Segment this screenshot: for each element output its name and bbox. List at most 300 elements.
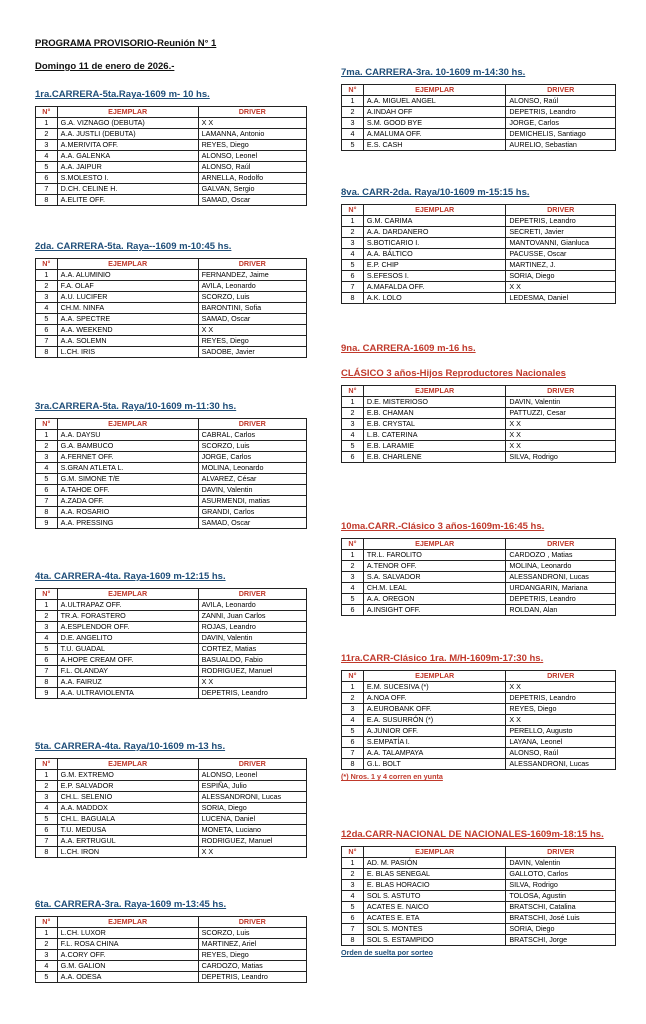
entry-horse: E.B. CHAMAN — [363, 408, 505, 419]
table-row — [342, 282, 616, 293]
entry-horse: A.U. LUCIFER — [57, 292, 198, 303]
entry-number: 5 — [36, 972, 58, 983]
entry-number: 7 — [36, 666, 58, 677]
race-block — [341, 652, 616, 781]
entry-horse: D.CH. CELINE H. — [57, 184, 198, 195]
entry-horse: A.A. GALENKA — [57, 151, 198, 162]
entry-number: 4 — [36, 151, 58, 162]
race-title: 6ta. CARRERA-3ra. Raya-1609 m-13:45 hs. — [35, 899, 227, 910]
race-block — [341, 828, 616, 957]
table-row — [36, 430, 307, 441]
entry-horse: A.A. FAIRUZ — [57, 677, 198, 688]
table-row — [36, 303, 307, 314]
entry-horse: A.A. ROSARIO — [57, 507, 198, 518]
race-table — [35, 258, 307, 358]
entry-driver: ALESSANDRONI, Lucas — [506, 572, 616, 583]
entry-horse: A.EUROBANK OFF. — [363, 704, 505, 715]
table-row — [342, 227, 616, 238]
entry-horse: E.A. SUSURRÓN (*) — [363, 715, 505, 726]
table-header-row — [36, 759, 307, 770]
entry-horse: A.A. MIGUEL ANGEL — [363, 96, 505, 107]
table-row — [36, 118, 307, 129]
table-row — [342, 935, 616, 946]
entry-driver: ALONSO, Leonel — [198, 770, 306, 781]
table-row — [342, 271, 616, 282]
entry-number: 4 — [36, 961, 58, 972]
table-row — [36, 474, 307, 485]
race-table — [341, 538, 616, 616]
entry-horse: A.JUNIOR OFF. — [363, 726, 505, 737]
entry-driver: AURELIO, Sebastian — [506, 140, 616, 151]
table-row — [36, 847, 307, 858]
entry-number: 5 — [36, 162, 58, 173]
entry-horse: E. BLAS SENEGAL — [363, 869, 505, 880]
entry-driver: BARONTINI, Sofia — [198, 303, 306, 314]
table-row — [342, 561, 616, 572]
table-header-row — [342, 539, 616, 550]
entry-driver: MONETA, Luciano — [198, 825, 306, 836]
entry-horse: AD. M. PASIÓN — [363, 858, 505, 869]
entry-number: 3 — [36, 792, 58, 803]
table-row — [342, 249, 616, 260]
entry-driver: ALONSO, Raúl — [198, 162, 306, 173]
race-block — [35, 740, 307, 858]
table-row — [342, 583, 616, 594]
table-row — [36, 518, 307, 529]
table-row — [36, 950, 307, 961]
table-header-row — [342, 85, 616, 96]
table-row — [36, 129, 307, 140]
entry-driver: DEPETRIS, Leandro — [506, 107, 616, 118]
table-row — [342, 238, 616, 249]
race-title: 4ta. CARRERA-4ta. Raya-1609 m-12:15 hs. — [35, 571, 226, 582]
entry-driver: SAMAD, Oscar — [198, 195, 306, 206]
table-row — [342, 858, 616, 869]
entry-driver: LUCENA, Daniel — [198, 814, 306, 825]
table-row — [36, 292, 307, 303]
entry-number: 1 — [36, 600, 58, 611]
table-row — [342, 693, 616, 704]
left-column — [35, 38, 307, 981]
entry-driver: GRANDI, Carlos — [198, 507, 306, 518]
table-row — [342, 107, 616, 118]
table-row — [36, 336, 307, 347]
entry-driver: ASURMENDI, matias — [198, 496, 306, 507]
header-ejemplar: EJEMPLAR — [57, 917, 198, 928]
entry-driver: SILVA, Rodrigo — [506, 452, 616, 463]
entry-number: 5 — [342, 902, 364, 913]
entry-horse: L.CH. IRON — [57, 847, 198, 858]
entry-driver: ALONSO, Raúl — [506, 96, 616, 107]
entry-number: 2 — [342, 227, 364, 238]
header-driver: DRIVER — [198, 589, 306, 600]
entry-horse: A.HOPE CREAM OFF. — [57, 655, 198, 666]
entry-horse: A.INDAH OFF — [363, 107, 505, 118]
table-row — [36, 507, 307, 518]
race-table — [341, 846, 616, 946]
race-block — [341, 186, 616, 304]
table-row — [36, 485, 307, 496]
race-title: 12da.CARR-NACIONAL DE NACIONALES-1609m-18:15 hs. — [341, 829, 604, 840]
entry-driver: SORIA, Diego — [198, 803, 306, 814]
entry-driver: X X — [506, 715, 616, 726]
entry-number: 4 — [36, 633, 58, 644]
entry-number: 1 — [36, 928, 58, 939]
table-row — [36, 611, 307, 622]
entry-number: 8 — [342, 759, 364, 770]
entry-driver: SADOBE, Javier — [198, 347, 306, 358]
table-row — [36, 184, 307, 195]
entry-driver: REYES, Diego — [198, 140, 306, 151]
entry-driver: RODRIGUEZ, Manuel — [198, 836, 306, 847]
table-header-row — [36, 917, 307, 928]
entry-number: 2 — [36, 939, 58, 950]
entry-number: 2 — [342, 869, 364, 880]
table-row — [342, 118, 616, 129]
entry-number: 2 — [36, 441, 58, 452]
entry-number: 8 — [36, 195, 58, 206]
table-row — [342, 140, 616, 151]
entry-number: 4 — [342, 583, 364, 594]
race-title: 9na. CARRERA-1609 m-16 hs. — [341, 343, 476, 354]
entry-driver: DAVIN, Valentin — [198, 633, 306, 644]
entry-horse: A.A. JUSTLI (DEBUTA) — [57, 129, 198, 140]
entry-horse: G.M. GALION — [57, 961, 198, 972]
entry-number: 1 — [36, 118, 58, 129]
entry-driver: ROJAS, Leandro — [198, 622, 306, 633]
table-row — [36, 825, 307, 836]
entry-number: 6 — [36, 485, 58, 496]
entry-number: 5 — [342, 594, 364, 605]
race-block — [35, 400, 307, 529]
table-row — [36, 195, 307, 206]
table-row — [342, 96, 616, 107]
entry-driver: X X — [198, 677, 306, 688]
entry-horse: E.B. CRYSTAL — [363, 419, 505, 430]
entry-number: 3 — [342, 118, 364, 129]
entry-number: 2 — [36, 281, 58, 292]
entry-horse: A.CORY OFF. — [57, 950, 198, 961]
header-driver: DRIVER — [198, 259, 306, 270]
entry-horse: G.M. SIMONE T/E — [57, 474, 198, 485]
entry-driver: CABRAL, Carlos — [198, 430, 306, 441]
header-ejemplar: EJEMPLAR — [363, 539, 505, 550]
table-row — [36, 836, 307, 847]
header-driver: DRIVER — [198, 759, 306, 770]
race-table — [35, 418, 307, 529]
entry-driver: GALVAN, Sergio — [198, 184, 306, 195]
entry-horse: A.A. JAIPUR — [57, 162, 198, 173]
table-row — [342, 550, 616, 561]
entry-number: 2 — [36, 611, 58, 622]
entry-driver: ZANNI, Juan Carlos — [198, 611, 306, 622]
entry-driver: DAVIN, Valentin — [198, 485, 306, 496]
table-row — [342, 715, 616, 726]
entry-horse: G.M. CARIMA — [363, 216, 505, 227]
entry-horse: E.S. CASH — [363, 140, 505, 151]
entry-driver: PATTUZZI, Cesar — [506, 408, 616, 419]
table-row — [36, 972, 307, 983]
entry-number: 2 — [342, 107, 364, 118]
entry-driver: X X — [506, 419, 616, 430]
entry-driver: MARTINEZ, Ariel — [198, 939, 306, 950]
race-block — [35, 898, 307, 983]
race-block — [341, 66, 616, 151]
entry-horse: A.A. DAYSU — [57, 430, 198, 441]
race-table — [35, 588, 307, 699]
entry-driver: LAYANA, Leonel — [506, 737, 616, 748]
entry-number: 2 — [342, 693, 364, 704]
entry-horse: G.A. VIZNAGO (DEBUTA) — [57, 118, 198, 129]
entry-number: 4 — [342, 891, 364, 902]
entry-number: 7 — [36, 184, 58, 195]
table-row — [36, 928, 307, 939]
header-ejemplar: EJEMPLAR — [363, 205, 505, 216]
header-ejemplar: EJEMPLAR — [57, 107, 198, 118]
entry-number: 1 — [36, 270, 58, 281]
table-header-row — [342, 847, 616, 858]
entry-number: 1 — [342, 96, 364, 107]
entry-driver: CARDOZO , Matias — [506, 550, 616, 561]
entry-driver: MARTINEZ, J. — [506, 260, 616, 271]
table-row — [36, 281, 307, 292]
header-number: N° — [342, 85, 364, 96]
entry-horse: A.A. MADDOX — [57, 803, 198, 814]
table-row — [342, 902, 616, 913]
entry-number: 8 — [36, 507, 58, 518]
table-row — [342, 260, 616, 271]
entry-horse: SOL S. MONTES — [363, 924, 505, 935]
entry-horse: A.MAFALDA OFF. — [363, 282, 505, 293]
entry-number: 3 — [342, 572, 364, 583]
entry-driver: ALESSANDRONI, Lucas — [506, 759, 616, 770]
entry-horse: TR.L. FAROLITO — [363, 550, 505, 561]
entry-horse: D.E. ANGELITO — [57, 633, 198, 644]
entry-driver: PACUSSE, Oscar — [506, 249, 616, 260]
entry-number: 7 — [36, 496, 58, 507]
header-number: N° — [342, 671, 364, 682]
entry-number: 2 — [342, 408, 364, 419]
entry-driver: LEDESMA, Daniel — [506, 293, 616, 304]
entry-number: 1 — [342, 550, 364, 561]
entry-number: 6 — [342, 737, 364, 748]
entry-driver: DEPETRIS, Leandro — [506, 594, 616, 605]
entry-driver: X X — [506, 282, 616, 293]
table-row — [36, 677, 307, 688]
entry-number: 1 — [342, 682, 364, 693]
entry-horse: SOL S. ESTAMPIDO — [363, 935, 505, 946]
entry-horse: A.A. DARDANERO — [363, 227, 505, 238]
table-row — [342, 726, 616, 737]
header-ejemplar: EJEMPLAR — [57, 759, 198, 770]
table-row — [342, 924, 616, 935]
entry-driver: BRATSCHI, Catalina — [506, 902, 616, 913]
entry-horse: A.A. WEEKEND — [57, 325, 198, 336]
program-title: PROGRAMA PROVISORIO-Reunión N° 1 — [35, 38, 217, 49]
entry-number: 5 — [342, 140, 364, 151]
table-row — [36, 655, 307, 666]
entry-driver: RODRIGUEZ, Manuel — [198, 666, 306, 677]
race-title: 2da. CARRERA-5ta. Raya--1609 m-10:45 hs. — [35, 241, 232, 252]
entry-driver: BRATSCHI, Jorge — [506, 935, 616, 946]
table-row — [342, 397, 616, 408]
entry-driver: MANTOVANNI, Gianluca — [506, 238, 616, 249]
entry-number: 5 — [36, 644, 58, 655]
race-title: 3ra.CARRERA-5ta. Raya/10-1609 m-11:30 hs. — [35, 401, 237, 412]
entry-horse: S.GRAN ATLETA L. — [57, 463, 198, 474]
entry-horse: S.MOLESTO I. — [57, 173, 198, 184]
table-row — [36, 600, 307, 611]
entry-number: 2 — [36, 129, 58, 140]
table-row — [342, 869, 616, 880]
entry-number: 3 — [342, 238, 364, 249]
header-number: N° — [342, 539, 364, 550]
entry-number: 5 — [36, 314, 58, 325]
entry-number: 1 — [342, 858, 364, 869]
table-header-row — [36, 107, 307, 118]
race-title: 5ta. CARRERA-4ta. Raya/10-1609 m-13 hs. — [35, 741, 226, 752]
entry-horse: G.A. BAMBUCO — [57, 441, 198, 452]
entry-driver: DEPETRIS, Leandro — [506, 216, 616, 227]
entry-horse: A.A. ALUMINIO — [57, 270, 198, 281]
entry-number: 3 — [36, 292, 58, 303]
entry-horse: A.MERIVITA OFF. — [57, 140, 198, 151]
entry-number: 7 — [342, 924, 364, 935]
header-number: N° — [342, 205, 364, 216]
entry-number: 7 — [342, 748, 364, 759]
entry-number: 3 — [342, 704, 364, 715]
table-header-row — [342, 205, 616, 216]
entry-driver: ALVAREZ, César — [198, 474, 306, 485]
table-row — [342, 748, 616, 759]
header-ejemplar: EJEMPLAR — [363, 85, 505, 96]
entry-horse: A.NOA OFF. — [363, 693, 505, 704]
race-table — [341, 670, 616, 770]
entry-driver: X X — [198, 118, 306, 129]
table-row — [342, 682, 616, 693]
entry-driver: ALESSANDRONI, Lucas — [198, 792, 306, 803]
header-number: N° — [36, 759, 58, 770]
entry-driver: REYES, Diego — [506, 704, 616, 715]
entry-driver: TOLOSA, Agustin — [506, 891, 616, 902]
entry-driver: DAVIN, Valentin — [506, 858, 616, 869]
entry-number: 4 — [342, 430, 364, 441]
table-row — [36, 347, 307, 358]
entry-horse: A.A. BÁLTICO — [363, 249, 505, 260]
entry-driver: ALONSO, Leonel — [198, 151, 306, 162]
entry-horse: A.FERNET OFF. — [57, 452, 198, 463]
entry-driver: X X — [506, 441, 616, 452]
header-number: N° — [342, 386, 364, 397]
entry-horse: A.A. PRESSING — [57, 518, 198, 529]
entry-driver: JORGE, Carlos — [506, 118, 616, 129]
entry-driver: CORTEZ, Matias — [198, 644, 306, 655]
entry-horse: S.A. SALVADOR — [363, 572, 505, 583]
entry-horse: G.M. EXTREMO — [57, 770, 198, 781]
race-table — [341, 204, 616, 304]
entry-driver: AVILA, Leonardo — [198, 281, 306, 292]
table-row — [342, 441, 616, 452]
table-row — [36, 688, 307, 699]
table-row — [36, 452, 307, 463]
entry-number: 5 — [36, 814, 58, 825]
table-header-row — [36, 419, 307, 430]
entry-number: 6 — [36, 173, 58, 184]
entry-number: 8 — [36, 347, 58, 358]
entry-horse: A.A. ODESA — [57, 972, 198, 983]
entry-horse: A.A. ERTRUGUL — [57, 836, 198, 847]
entry-number: 8 — [36, 677, 58, 688]
entry-horse: E.M. SUCESIVA (*) — [363, 682, 505, 693]
race-table — [35, 106, 307, 206]
entry-number: 6 — [342, 913, 364, 924]
race-table — [341, 84, 616, 151]
table-row — [342, 293, 616, 304]
entry-horse: A.ULTRAPAZ OFF. — [57, 600, 198, 611]
entry-number: 7 — [342, 282, 364, 293]
table-row — [36, 939, 307, 950]
table-row — [36, 173, 307, 184]
entry-number: 8 — [342, 293, 364, 304]
entry-number: 6 — [342, 271, 364, 282]
entry-horse: S.M. GOOD BYE — [363, 118, 505, 129]
race-block — [35, 88, 307, 206]
table-row — [342, 880, 616, 891]
entry-driver: MOLINA, Leonardo — [506, 561, 616, 572]
table-row — [36, 325, 307, 336]
entry-number: 3 — [342, 880, 364, 891]
entry-number: 4 — [342, 129, 364, 140]
entry-number: 1 — [342, 216, 364, 227]
entry-driver: SECRETI, Javier — [506, 227, 616, 238]
entry-driver: SORIA, Diego — [506, 924, 616, 935]
race-block — [341, 342, 616, 463]
table-row — [342, 216, 616, 227]
table-header-row — [36, 259, 307, 270]
entry-horse: CH.L. SELENIO — [57, 792, 198, 803]
entry-horse: G.L. BOLT — [363, 759, 505, 770]
entry-horse: T.U. MEDUSA — [57, 825, 198, 836]
header-number: N° — [36, 259, 58, 270]
entry-horse: L.CH. LUXOR — [57, 928, 198, 939]
entry-driver: SCORZO, Luis — [198, 441, 306, 452]
table-row — [342, 452, 616, 463]
entry-horse: A.TENOR OFF. — [363, 561, 505, 572]
entry-driver: ROLDAN, Alan — [506, 605, 616, 616]
entry-horse: A.A. TALAMPAYA — [363, 748, 505, 759]
table-row — [36, 140, 307, 151]
header-number: N° — [342, 847, 364, 858]
table-row — [36, 496, 307, 507]
table-row — [36, 463, 307, 474]
entry-horse: ACATES E. ETA — [363, 913, 505, 924]
table-row — [342, 430, 616, 441]
entry-horse: A.K. LOLO — [363, 293, 505, 304]
race-title: 10ma.CARR.-Clásico 3 años-1609m-16:45 hs. — [341, 521, 545, 532]
header-ejemplar: EJEMPLAR — [363, 386, 505, 397]
entry-number: 5 — [342, 260, 364, 271]
entry-horse: D.E. MISTERIOSO — [363, 397, 505, 408]
entry-horse: SOL S. ASTUTO — [363, 891, 505, 902]
entry-horse: F.A. OLAF — [57, 281, 198, 292]
table-row — [342, 572, 616, 583]
entry-driver: SCORZO, Luis — [198, 928, 306, 939]
table-row — [342, 605, 616, 616]
race-title: 8va. CARR-2da. Raya/10-1609 m-15:15 hs. — [341, 187, 530, 198]
table-row — [342, 594, 616, 605]
entry-number: 2 — [36, 781, 58, 792]
entry-number: 3 — [342, 419, 364, 430]
